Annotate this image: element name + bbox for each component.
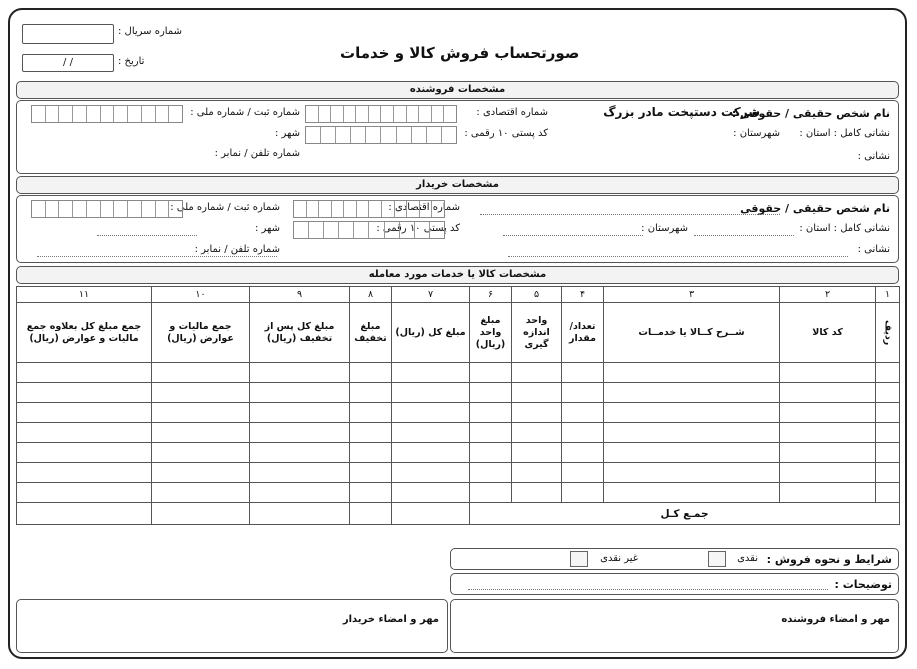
- seller-section-title: مشخصات فروشنده: [16, 81, 899, 99]
- col-tax-header: جمع مالیات و عوارض (ریال): [152, 303, 250, 363]
- buyer-section: [16, 195, 899, 263]
- col-num-9: ۹: [250, 287, 350, 303]
- col-num-3: ۳: [604, 287, 780, 303]
- seller-address-full-label: نشانی کامل : استان :: [799, 128, 890, 139]
- buyer-name-label: نام شخص حقیقی / حقوقی: [740, 202, 890, 215]
- seller-section: [16, 100, 899, 174]
- table-row[interactable]: [17, 423, 900, 443]
- buyer-phone-line[interactable]: [37, 256, 277, 257]
- seller-signature-label: مهر و امضاء فروشنده: [781, 614, 890, 625]
- buyer-reg-no-label: شماره ثبت / شماره ملی :: [170, 202, 280, 213]
- buyer-address-line[interactable]: [508, 256, 848, 257]
- buyer-signature-box[interactable]: [16, 599, 448, 653]
- column-number-row: [17, 287, 900, 303]
- buyer-name-line[interactable]: [480, 214, 780, 215]
- cash-label: نقدی: [737, 553, 758, 564]
- col-grand-total-header: جمع مبلغ کل بعلاوه جمع مالیات و عوارض (ریال): [17, 303, 152, 363]
- col-unit-price-header: مبلغ واحد (ریال): [470, 303, 512, 363]
- buyer-city-label: شهر :: [254, 223, 280, 234]
- table-row[interactable]: [17, 363, 900, 383]
- table-row[interactable]: [17, 483, 900, 503]
- serial-label: شماره سریال :: [118, 26, 182, 37]
- buyer-section-title: مشخصات خریدار: [16, 176, 899, 194]
- invoice-sheet: [8, 8, 907, 659]
- col-num-8: ۸: [350, 287, 392, 303]
- table-row[interactable]: [17, 383, 900, 403]
- seller-postal-field[interactable]: [305, 126, 457, 144]
- notes-label: توضیحات :: [834, 578, 892, 591]
- col-row-header: [876, 303, 900, 363]
- col-num-6: ۶: [470, 287, 512, 303]
- total-label: جمـع کـل: [470, 503, 900, 525]
- col-quantity-header: تعداد/ مقدار: [562, 303, 604, 363]
- seller-economic-no-field[interactable]: [305, 105, 457, 123]
- serial-field[interactable]: [22, 24, 114, 44]
- column-header-row: [17, 303, 900, 363]
- seller-economic-no-label: شماره اقتصادی :: [476, 107, 548, 118]
- col-code-header: کد کالا: [780, 303, 876, 363]
- col-description-header: شــرح کــالا یا خدمــات: [604, 303, 780, 363]
- buyer-city-line[interactable]: [97, 235, 197, 236]
- buyer-postal-field[interactable]: [293, 221, 445, 239]
- seller-phone-label: شماره تلفن / نمابر :: [214, 148, 300, 159]
- notes-box: [450, 573, 899, 595]
- invoice-title: صورتحساب فروش کالا و خدمات: [340, 44, 580, 62]
- col-num-11: ۱۱: [17, 287, 152, 303]
- seller-address-label: نشانی :: [857, 151, 890, 162]
- col-num-1: ۱: [876, 287, 900, 303]
- terms-box: [450, 548, 899, 570]
- items-section-title: مشخصات کالا یا خدمات مورد معامله: [16, 266, 899, 284]
- terms-label: شرایط و نحوه فروش :: [766, 553, 892, 566]
- total-row: [17, 503, 900, 525]
- seller-signature-box[interactable]: [450, 599, 899, 653]
- buyer-phone-label: شماره تلفن / نمابر :: [194, 244, 280, 255]
- buyer-economic-no-label: شماره اقتصادی :: [388, 202, 460, 213]
- seller-name-label: نام شخص حقیقی / حقوقی :: [731, 107, 890, 120]
- table-row[interactable]: [17, 443, 900, 463]
- col-num-4: ۴: [562, 287, 604, 303]
- seller-city-label: شهر :: [274, 128, 300, 139]
- table-row[interactable]: [17, 463, 900, 483]
- seller-county-label: شهرستان :: [733, 128, 780, 139]
- col-unit-header: واحد اندازه گیری: [512, 303, 562, 363]
- buyer-county-label: شهرستان :: [641, 223, 688, 234]
- buyer-county-line[interactable]: [503, 235, 643, 236]
- date-field[interactable]: / /: [22, 54, 114, 72]
- buyer-economic-no-field[interactable]: [293, 200, 445, 218]
- notes-line[interactable]: [468, 589, 828, 590]
- noncash-label: غیر نقدی: [600, 553, 638, 564]
- cash-checkbox[interactable]: [708, 551, 726, 567]
- seller-name-value: شرکت دستپخت مادر بزرگ: [603, 105, 760, 119]
- noncash-checkbox[interactable]: [570, 551, 588, 567]
- col-num-2: ۲: [780, 287, 876, 303]
- col-num-10: ۱۰: [152, 287, 250, 303]
- col-after-discount-header: مبلغ کل پس از تخفیف (ریال): [250, 303, 350, 363]
- buyer-address-label: نشانی :: [857, 244, 890, 255]
- buyer-postal-label: کد پستی ۱۰ رقمی :: [376, 223, 460, 234]
- items-table: [16, 286, 900, 525]
- table-row[interactable]: [17, 403, 900, 423]
- buyer-address-full-label: نشانی کامل : استان :: [799, 223, 890, 234]
- date-label: تاریخ :: [118, 56, 145, 67]
- seller-postal-label: کد پستی ۱۰ رقمی :: [464, 128, 548, 139]
- seller-reg-no-field[interactable]: [31, 105, 183, 123]
- buyer-province-line[interactable]: [694, 235, 794, 236]
- col-num-7: ۷: [392, 287, 470, 303]
- col-num-5: ۵: [512, 287, 562, 303]
- col-discount-header: مبلغ تخفیف: [350, 303, 392, 363]
- buyer-signature-label: مهر و امضاء خریدار: [342, 614, 439, 625]
- col-row-header-label: ردیف: [882, 319, 894, 346]
- seller-reg-no-label: شماره ثبت / شماره ملی :: [190, 107, 300, 118]
- col-total-header: مبلغ کل (ریال): [392, 303, 470, 363]
- buyer-reg-no-field[interactable]: [31, 200, 183, 218]
